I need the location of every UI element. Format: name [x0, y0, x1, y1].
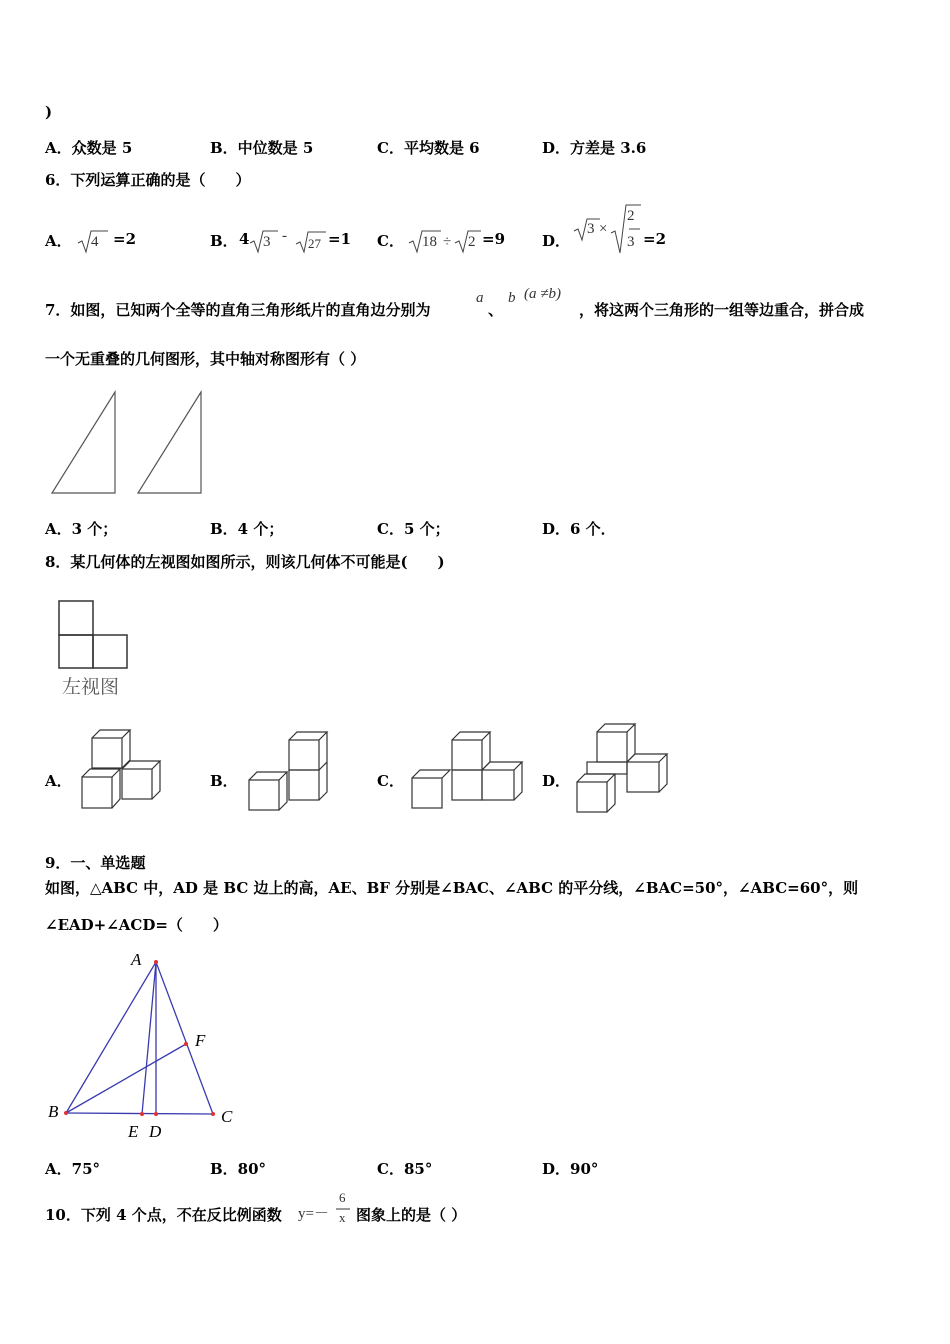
q6-d-radical2-icon	[611, 203, 641, 255]
q8-option-d-figure	[575, 722, 675, 817]
q9-point-a-label: A	[131, 950, 142, 969]
q6-b-result: =1	[328, 230, 352, 248]
q6-a-radicand: 4	[91, 234, 99, 250]
q7-stem-line2: 一个无重叠的几何图形，其中轴对称图形有（ ）	[45, 350, 366, 368]
q7-triangles-figure	[50, 390, 210, 496]
q10-function-lhs: y=－	[298, 1206, 329, 1222]
q5-option-b: B．中位数是 5	[210, 139, 314, 157]
q10-stem-part2: 图象上的是（ ）	[356, 1206, 467, 1224]
q7-option-c: C．5 个；	[377, 520, 450, 538]
q9-option-a: A．75°	[45, 1160, 101, 1178]
q7-condition: (a ≠b)	[524, 286, 561, 302]
q9-line1: 如图，△ABC 中，AD 是 BC 边上的高，AE、BF 分别是∠BAC、∠ABC 的平分线，∠BAC=50°，∠ABC=60°，则	[45, 879, 859, 897]
q6-option-b-label: B．	[210, 232, 238, 250]
q6-d-fraction-num: 2	[627, 208, 635, 224]
q8-option-c-label: C．	[377, 772, 404, 790]
q6-c-radicand2: 2	[468, 234, 476, 250]
q8-left-view-figure	[58, 600, 130, 670]
q9-point-e-label: E	[128, 1122, 139, 1141]
q9-point-d-label: D	[149, 1122, 162, 1141]
q10-function-numerator: 6	[339, 1190, 346, 1205]
q9-option-b: B．80°	[210, 1160, 267, 1178]
q7-var-b: b	[508, 290, 516, 306]
q6-c-result: =9	[482, 230, 506, 248]
q10-stem-part1: 10．下列 4 个点，不在反比例函数	[45, 1206, 282, 1224]
q9-option-d: D．90°	[542, 1160, 599, 1178]
q9-point-c-label: C	[221, 1107, 233, 1126]
q6-d-radicand1: 3	[587, 221, 595, 237]
q9-option-c: C．85°	[377, 1160, 433, 1178]
q8-option-b-figure	[247, 728, 337, 818]
q5-option-a: A．众数是 5	[45, 139, 133, 157]
q7-var-a: a	[476, 290, 484, 306]
q8-option-d-label: D．	[542, 772, 571, 790]
q6-d-fraction-den: 3	[627, 234, 635, 250]
q7-stem-part2: ，将这两个三角形的一组等边重合，拼合成	[579, 301, 865, 319]
q9-point-f-label: F	[195, 1031, 206, 1050]
q8-option-a-label: A．	[45, 772, 72, 790]
q8-stem: 8．某几何体的左视图如图所示，则该几何体不可能是( )	[45, 553, 445, 571]
q6-a-result: =2	[113, 230, 137, 248]
q7-stem-part1: 7．如图，已知两个全等的直角三角形纸片的直角边分别为	[45, 301, 431, 319]
q7-option-b: B．4 个；	[210, 520, 284, 538]
q6-c-radicand1: 18	[422, 234, 437, 250]
q8-option-c-figure	[410, 728, 530, 818]
q7-option-a: A．3 个；	[45, 520, 118, 538]
q6-option-a-label: A．	[45, 232, 72, 250]
q6-option-d-label: D．	[542, 232, 571, 250]
q9-header: 9．一、单选题	[45, 854, 146, 872]
q5-tail: )	[45, 103, 53, 121]
q9-triangle-figure	[45, 948, 245, 1143]
q8-option-b-label: B．	[210, 772, 238, 790]
q6-stem: 6．下列运算正确的是（ ）	[45, 171, 251, 189]
q7-separator: 、	[488, 301, 504, 319]
q10-function-denominator: x	[339, 1210, 346, 1225]
q6-d-times: ×	[599, 221, 608, 237]
q6-option-c-label: C．	[377, 232, 404, 250]
q6-b-minus: -	[282, 228, 287, 244]
q6-b-radicand2: 27	[308, 236, 321, 251]
q8-left-view-caption: 左视图	[62, 676, 120, 698]
q9-line2: ∠EAD+∠ACD=（ ）	[45, 916, 228, 934]
triangle-left	[52, 392, 115, 493]
q9-point-b-label: B	[48, 1102, 59, 1121]
q8-option-a-figure	[80, 725, 170, 815]
q6-c-divide: ÷	[443, 234, 452, 250]
q5-option-d: D．方差是 3.6	[542, 139, 647, 157]
triangle-right	[138, 392, 201, 493]
q6-b-coef: 4	[239, 230, 250, 248]
q7-option-d: D．6 个．	[542, 520, 616, 538]
q6-d-result: =2	[643, 230, 667, 248]
q5-option-c: C．平均数是 6	[377, 139, 480, 157]
q6-b-radicand1: 3	[263, 234, 271, 250]
